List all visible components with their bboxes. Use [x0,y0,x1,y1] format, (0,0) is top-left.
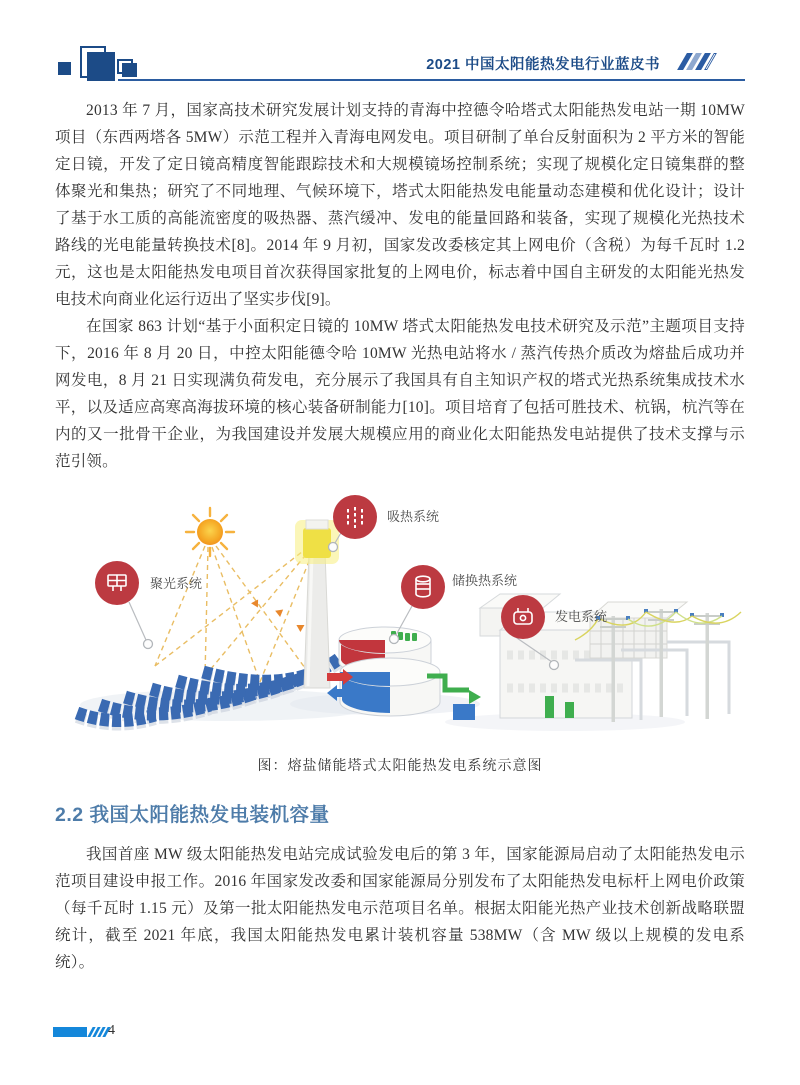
header-rule [118,79,745,81]
page-footer [0,1013,800,1085]
concentrating-system-label: 聚光系统 [150,576,203,591]
absorbing-system-badge [333,495,439,539]
header-title: 2021 中国太阳能热发电行业蓝皮书 [426,57,660,73]
paragraph-1: 2013 年 7 月，国家高技术研究发展计划支持的青海中控德令哈塔式太阳能热发电站一期 10MW 项目（东西两塔各 5MW）示范工程并入青海电网发电。项目研制了单台反射面积为 2 平方米的智能定日镜，开发了定日镜高精度智能跟踪技术和大规模镜场控制系统；实现了规模化定日镜集群的整体聚光和集热；研究了不同地理、气候环境下，塔式太阳能热发电能量动态建模和优化设计；设计了基于水工质的高能流密度的吸热器、蒸汽缓冲、发电的能量回路和装备，实现了规模化光热技术路线的光电能量转换技术[8]。2014 年 9 月初，国家发改委核定其上网电价（含税）为每千瓦时 1.2 元，这也是太阳能热发电项目首次获得国家批复的上网电价，标志着中国自主研发的太阳能光热发电技术向商业化运行迈出了坚实步伐[9]。 [55,102,745,308]
figure-caption: 图：熔盐储能塔式太阳能热发电系统示意图 [257,759,543,774]
page-header [0,0,800,84]
page-content [55,97,745,976]
absorbing-system-label: 吸热系统 [387,509,440,524]
logo-square-small-right [122,63,137,77]
section-heading-2-2: 2.2 我国太阳能热发电装机容量 [55,804,330,826]
footer-slash-mark [90,1027,108,1037]
logo-square-small-left [58,62,71,75]
blue-equipment [453,704,475,720]
storage-system-label: 储换热系统 [452,573,518,588]
system-diagram-figure [55,490,745,775]
footer-bar [53,1027,87,1037]
paragraph-3: 我国首座 MW 级太阳能热发电站完成试验发电后的第 3 年，国家能源局启动了太阳能热发电示范项目建设申报工作。2016 年国家发改委和国家能源局分别发布了太阳能热发电标杆上网电价政策（每千瓦时 1.15 元）及第一批太阳能热发电示范项目名单。根据太阳能光热产业技术创新战略联盟统计，截至 2021 年底，我国太阳能热发电累计装机容量 538MW（含 MW 级以上规模的发电系统）。 [55,846,745,971]
sun-icon [186,508,234,556]
green-equipment [565,702,574,718]
page-number: 4 [108,1023,115,1038]
logo-square-large [87,52,115,81]
receiver [303,528,331,558]
solar-thermal-system-diagram [55,490,745,740]
storage-tanks [327,627,440,716]
header-slash-mark [682,53,712,70]
generation-system-label: 发电系统 [555,609,608,624]
sun-beams [155,546,315,682]
concentrating-system-badge [95,561,202,605]
paragraph-2: 在国家 863 计划“基于小面积定日镜的 10MW 塔式太阳能热发电技术研究及示范”主题项目支持下，2016 年 8 月 20 日，中控太阳能德令哈 10MW 光热电站将水 / 蒸汽传热介质改为熔盐后成功并网发电，8 月 21 日实现满负荷发电，充分展示了我国具有自主知识产权的塔式光热系统集成技术水平，以及适应高寒高海拔环境的核心装备研制能力[10]。项目培育了包括可胜技术、杭锅，杭汽等在内的又一批骨干企业，为我国建设并发展大规模应用的商业化太阳能热发电站提供了技术支撑与示范引领。 [55,318,745,470]
green-equipment [545,696,554,718]
